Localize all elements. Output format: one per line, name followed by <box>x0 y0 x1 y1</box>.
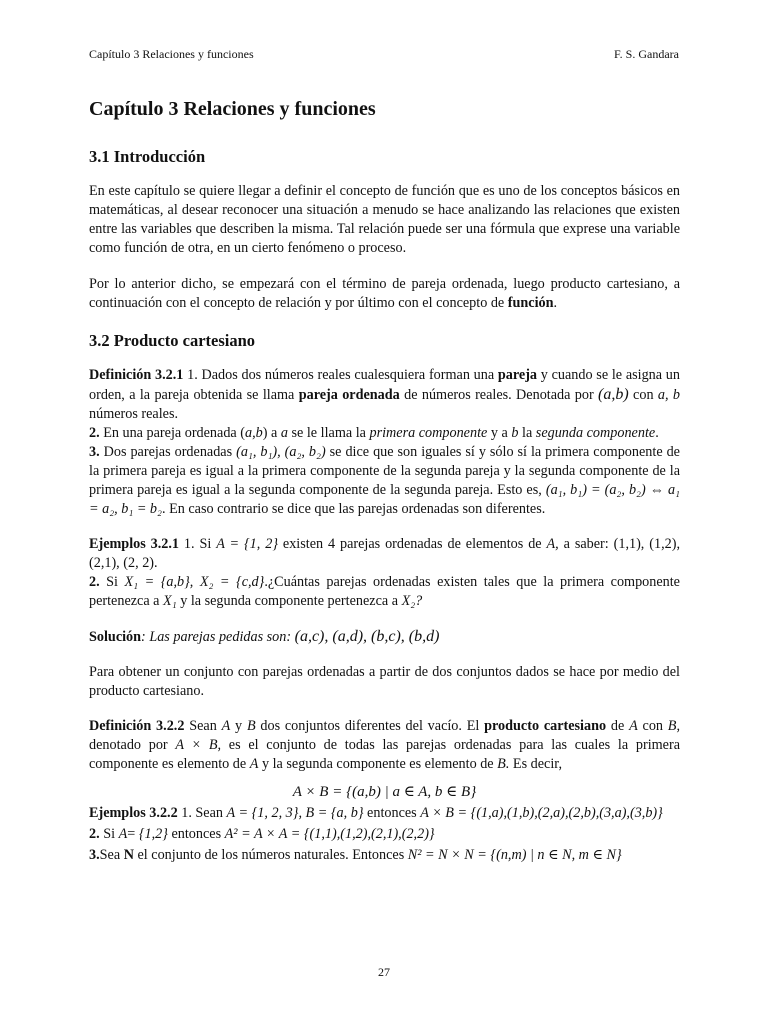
definition-3-2-2 <box>89 717 680 774</box>
definition-label: Definición 3.2.2 <box>89 718 185 734</box>
text: . <box>553 295 558 311</box>
section-title-intro: 3.1 Introducción <box>89 147 206 166</box>
text: es el conjunto de todas las parejas ordenadas para las cuales la primera componente es elemento de <box>89 737 680 772</box>
text: ) a <box>262 425 281 441</box>
text: ? <box>415 593 423 609</box>
bold-term: pareja ordenada <box>298 387 400 403</box>
header-right: F. S. Gandara <box>613 47 679 61</box>
text: y a <box>487 425 512 441</box>
text: denotado por <box>89 737 176 753</box>
bold-term: producto cartesiano <box>484 718 607 734</box>
formula: (a₁, b₁), (a₂, b₂) <box>236 444 326 460</box>
text: de <box>606 718 630 734</box>
text: y cuando se le asigna un orden, a la pareja obtenida se llama <box>89 367 680 403</box>
formula: A <box>629 718 638 734</box>
formula: A × B = {(1,a),(1,b),(2,a),(2,b),(3,a),(3,b)} <box>420 805 663 821</box>
running-header <box>89 47 679 62</box>
text: Si <box>99 826 119 842</box>
text: se le llama la <box>287 425 370 441</box>
formula: N² = N × N = {(n,m) | n ∈ N, m ∈ N} <box>407 847 622 863</box>
solution <box>89 627 680 647</box>
text: 1. Si <box>179 536 217 552</box>
text: Sea <box>99 847 124 863</box>
text: y <box>230 718 247 734</box>
italic-term: primera componente <box>369 425 488 441</box>
text: se dice que son iguales sí y sólo sí la primera componente de la primera pareja es igual a la primera componente de la segunda pareja y la segunda componente de la primera pareja es igual a la segunda componente de la segunda pareja. Esto es, <box>89 444 680 498</box>
formula: a,b <box>245 425 263 441</box>
text: = <box>127 826 139 842</box>
chapter-title: Capítulo 3 Relaciones y funciones <box>89 98 376 120</box>
cartesian-product-formula: A × B = {(a,b) | a ∈ A, b ∈ B} <box>292 784 477 800</box>
formula: A × B, <box>175 737 222 753</box>
text: números reales. <box>89 406 179 422</box>
item-number: 2. <box>89 425 100 441</box>
formula: A <box>249 756 259 772</box>
text: Sean <box>184 718 222 734</box>
formula: a <box>280 425 288 441</box>
examples-3-2-1 <box>89 535 680 611</box>
formula: B. <box>497 756 510 772</box>
formula: {1,2} <box>138 826 168 842</box>
text: existen 4 parejas ordenadas de elementos de <box>278 536 547 552</box>
item-number: 2. <box>89 826 100 842</box>
text: . <box>655 425 659 441</box>
text: . En caso contrario se dice que las parejas ordenadas son diferentes. <box>161 501 546 517</box>
text: Si <box>99 574 125 590</box>
examples-label: Ejemplos 3.2.2 <box>89 805 178 821</box>
text: En una pareja ordenada ( <box>99 425 245 441</box>
formula: A <box>221 718 231 734</box>
formula: (a₁, b₁) = (a₂, b₂) ⇔ a₁ = a₂, b₁ = b₂ <box>89 482 680 517</box>
text: y la segunda componente es elemento de <box>258 756 498 772</box>
page-content <box>89 96 680 866</box>
formula: A, <box>546 536 559 552</box>
text: a saber: (1,1), (1,2), (2,1), (2, 2). <box>89 536 680 571</box>
formula: (a,b) <box>598 386 629 403</box>
text: .¿Cuántas parejas ordenadas existen tales que la primera componente pertenezca a <box>89 574 680 609</box>
bold-term: N <box>123 847 134 863</box>
formula: b <box>511 425 519 441</box>
examples-3-2-2 <box>89 803 680 866</box>
item-number: 2. <box>89 574 100 590</box>
intro-paragraph-2 <box>89 275 680 313</box>
text: entonces <box>167 826 225 842</box>
formula: a, b <box>657 387 680 403</box>
section-title-cartesian: 3.2 Producto cartesiano <box>89 331 256 350</box>
text: con <box>628 387 658 403</box>
formula: (a,c), (a,d), (b,c), (b,d) <box>294 628 440 645</box>
text: 1. Dados dos números reales cualesquiera forman una <box>183 367 498 383</box>
bold-term: función <box>507 295 554 311</box>
text: la <box>518 425 536 441</box>
header-left: Capítulo 3 Relaciones y funciones <box>89 47 254 61</box>
formula: A <box>118 826 128 842</box>
text: de números reales. Denotada por <box>399 387 599 403</box>
italic-term: segunda componente <box>535 425 656 441</box>
text: Es decir, <box>509 756 562 772</box>
text: Por lo anterior dicho, se empezará con el término de pareja ordenada, luego producto cartesiano, a continuación con el concepto de relación y por último con el concepto de <box>89 276 680 311</box>
text: con <box>637 718 668 734</box>
text: 1. Sean <box>177 805 227 821</box>
text: Dos parejas ordenadas <box>99 444 237 460</box>
formula: A = {1, 2} <box>216 536 278 552</box>
cartesian-intro-paragraph: Para obtener un conjunto con parejas ordenadas a partir de dos conjuntos dados se hace por medio del producto cartesiano. <box>89 664 680 699</box>
formula: X₁ = {a,b}, X₂ = {c,d} <box>124 574 265 590</box>
formula: A = {1, 2, 3}, B = {a, b} <box>226 805 364 821</box>
intro-paragraph-1: En este capítulo se quiere llegar a definir el concepto de función que es uno de los conceptos básicos en matemáticas, al desear reconocer una situación a menudo se hace analizando las relaciones que existen entre las variables que describen la misma. Tal relación puede ser una fórmula que exprese una variable como función de otra, en un cierto fenómeno o proceso. <box>89 183 680 256</box>
definition-3-2-1 <box>89 366 680 519</box>
examples-label: Ejemplos 3.2.1 <box>89 536 180 552</box>
text: el conjunto de los números naturales. Entonces <box>133 847 408 863</box>
solution-label: Solución <box>89 629 142 645</box>
text: entonces <box>363 805 421 821</box>
definition-label: Definición 3.2.1 <box>89 367 184 383</box>
text: : Las parejas pedidas son: <box>141 629 295 645</box>
bold-term: pareja <box>497 367 538 383</box>
formula: A² = A × A = {(1,1),(1,2),(2,1),(2,2)} <box>224 826 435 842</box>
formula: B, <box>667 718 681 734</box>
item-number: 3. <box>89 847 100 863</box>
text: y la segunda componente pertenezca a <box>176 593 402 609</box>
page-number: 27 <box>378 965 390 979</box>
formula: X₁ <box>163 593 177 609</box>
formula: B <box>246 718 256 734</box>
text: dos conjuntos diferentes del vacío. El <box>255 718 485 734</box>
item-number: 3. <box>89 444 100 460</box>
formula: X₂ <box>401 593 416 609</box>
